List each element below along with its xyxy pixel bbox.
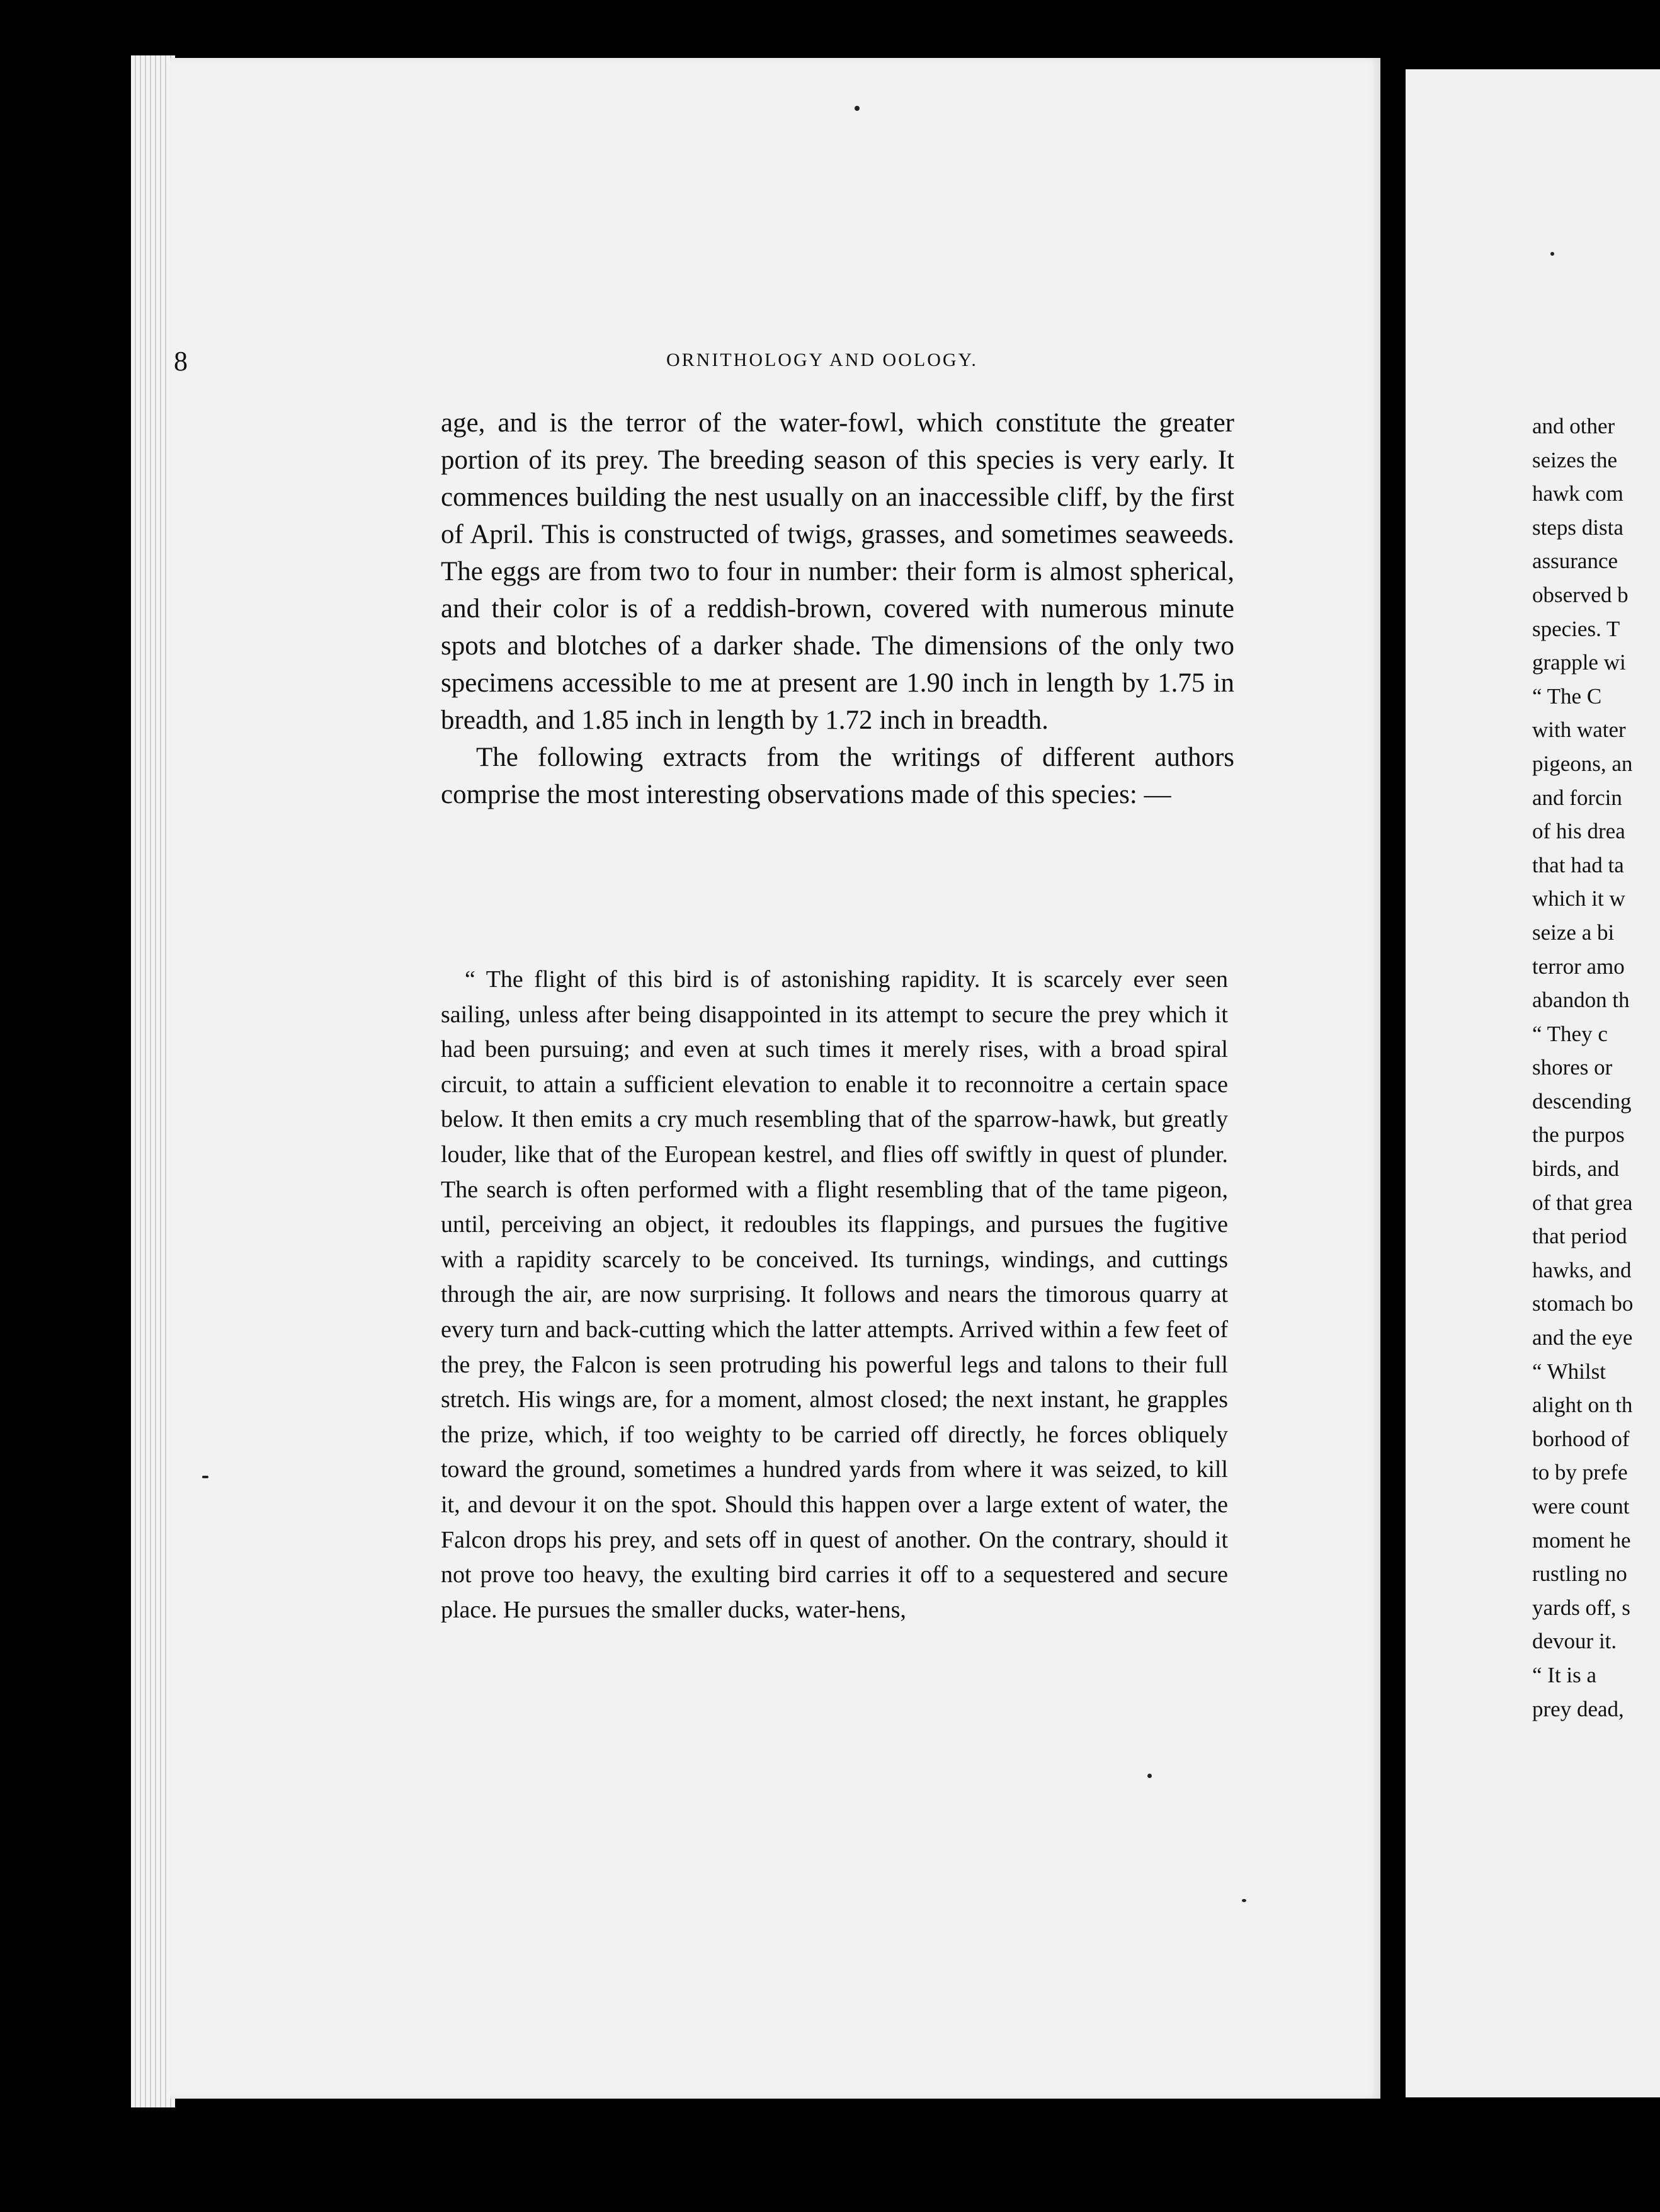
right-page-line: rustling no bbox=[1532, 1561, 1627, 1587]
quotation-block: “ The flight of this bird is of astonishing rapidity. It is scarcely ever seen sailing, unless after being disappointed in its attempt to secure the prey which it had been pursuing; and even at such times it merely rises, with a broad spiral circuit, to attain a sufficient elevation to enable it to reconnoitre a certain space below. It then emits a cry much resembling that of the sparrow-hawk, but greatly louder, like that of the European kestrel, and flies off swiftly in quest of plunder. The search is often performed with a flight resembling that of the tame pigeon, until, perceiving an object, it redoubles its flappings, and pursues the fugitive with a rapidity scarcely to be conceived. Its turnings, windings, and cuttings through the air, are now surprising. It follows and nears the timorous quarry at every turn and back-cutting which the latter attempts. Arrived within a few feet of the prey, the Falcon is seen protruding his powerful legs and talons to their full stretch. His wings are, for a moment, almost closed; the next instant, he grapples the prize, which, if too weighty to be carried off directly, he forces obliquely toward the ground, sometimes a hundred yards from where it was seized, to kill it, and devour it on the spot. Should this happen over a large extent of water, the Falcon drops his prey, and sets off in quest of another. On the contrary, should it not prove too heavy, the exulting bird carries it off to a sequestered and secure place. He pursues the smaller ducks, water-hens, bbox=[441, 966, 1228, 1623]
right-page-line: abandon th bbox=[1532, 988, 1630, 1013]
right-page-line: seizes the bbox=[1532, 447, 1618, 472]
right-page-line: borhood of bbox=[1532, 1426, 1630, 1451]
right-page-line: “ They c bbox=[1532, 1021, 1608, 1046]
right-page-line: descending bbox=[1532, 1088, 1632, 1114]
page-number: 8 bbox=[174, 346, 188, 377]
right-page-line: hawks, and bbox=[1532, 1257, 1632, 1282]
ink-speck bbox=[1147, 1774, 1152, 1778]
right-page-line: which it w bbox=[1532, 886, 1625, 911]
right-page-line: assurance bbox=[1532, 549, 1618, 574]
ink-speck bbox=[202, 1476, 208, 1478]
ink-speck bbox=[1242, 1899, 1246, 1902]
right-page-line: seize a bi bbox=[1532, 920, 1615, 945]
right-page-line: and forcin bbox=[1532, 785, 1622, 810]
right-page-line: were count bbox=[1532, 1494, 1630, 1519]
right-page-line: with water bbox=[1532, 717, 1626, 743]
right-page-line: and the eye bbox=[1532, 1325, 1633, 1350]
right-page-line: that period bbox=[1532, 1224, 1627, 1249]
body-paragraph-1: age, and is the terror of the water-fowl, which constitute the greater portion of its prey. The breeding season of this species is very early. It commences building the nest usually on an inaccessible cliff, by the first of April. This is constructed of twigs, grasses, and sometimes seaweeds. The eggs are from two to four in number: their form is almost spherical, and their color is of a reddish-brown, covered with numerous minute spots and blotches of a darker shade. The dimensions of the only two specimens accessible to me at present are 1.90 inch in length by 1.75 in breadth, and 1.85 inch in length by 1.72 inch in breadth. bbox=[441, 408, 1234, 735]
right-page-line: “ The C bbox=[1532, 683, 1602, 709]
right-page-line: that had ta bbox=[1532, 852, 1624, 877]
right-page-line: birds, and bbox=[1532, 1156, 1620, 1182]
right-page-line: devour it. bbox=[1532, 1629, 1617, 1654]
right-page-line: yards off, s bbox=[1532, 1595, 1630, 1620]
ink-speck bbox=[1550, 252, 1554, 256]
right-page-line: of his drea bbox=[1532, 819, 1625, 844]
right-page-line: hawk com bbox=[1532, 481, 1623, 506]
ink-speck bbox=[855, 106, 860, 111]
right-page-text-fragments bbox=[1532, 409, 1660, 1726]
right-page-line: prey dead, bbox=[1532, 1696, 1624, 1721]
right-page-line: “ Whilst bbox=[1532, 1359, 1606, 1384]
right-page-line: grapple wi bbox=[1532, 650, 1626, 675]
right-page-line: species. T bbox=[1532, 616, 1620, 641]
right-page-line: alight on th bbox=[1532, 1393, 1633, 1418]
right-page-line: steps dista bbox=[1532, 515, 1623, 540]
right-page-line: of that grea bbox=[1532, 1190, 1633, 1215]
right-page-line: the purpos bbox=[1532, 1122, 1625, 1148]
right-page-line: pigeons, an bbox=[1532, 751, 1633, 776]
right-page-line: moment he bbox=[1532, 1527, 1631, 1553]
page-edge-stack bbox=[131, 55, 175, 2107]
right-page-line: stomach bo bbox=[1532, 1291, 1634, 1316]
running-head-title: ORNITHOLOGY AND OOLOGY. bbox=[666, 350, 978, 370]
right-page-line: terror amo bbox=[1532, 954, 1625, 979]
right-page-line: to by prefe bbox=[1532, 1460, 1628, 1485]
right-page-line: observed b bbox=[1532, 582, 1629, 607]
right-page-line: shores or bbox=[1532, 1055, 1613, 1080]
right-page-line: and other bbox=[1532, 414, 1615, 438]
main-text-block bbox=[441, 404, 1234, 813]
right-page-line: “ It is a bbox=[1532, 1662, 1597, 1687]
body-paragraph-2: The following extracts from the writings of different authors comprise the most interesting observations made of this species: — bbox=[441, 743, 1234, 809]
